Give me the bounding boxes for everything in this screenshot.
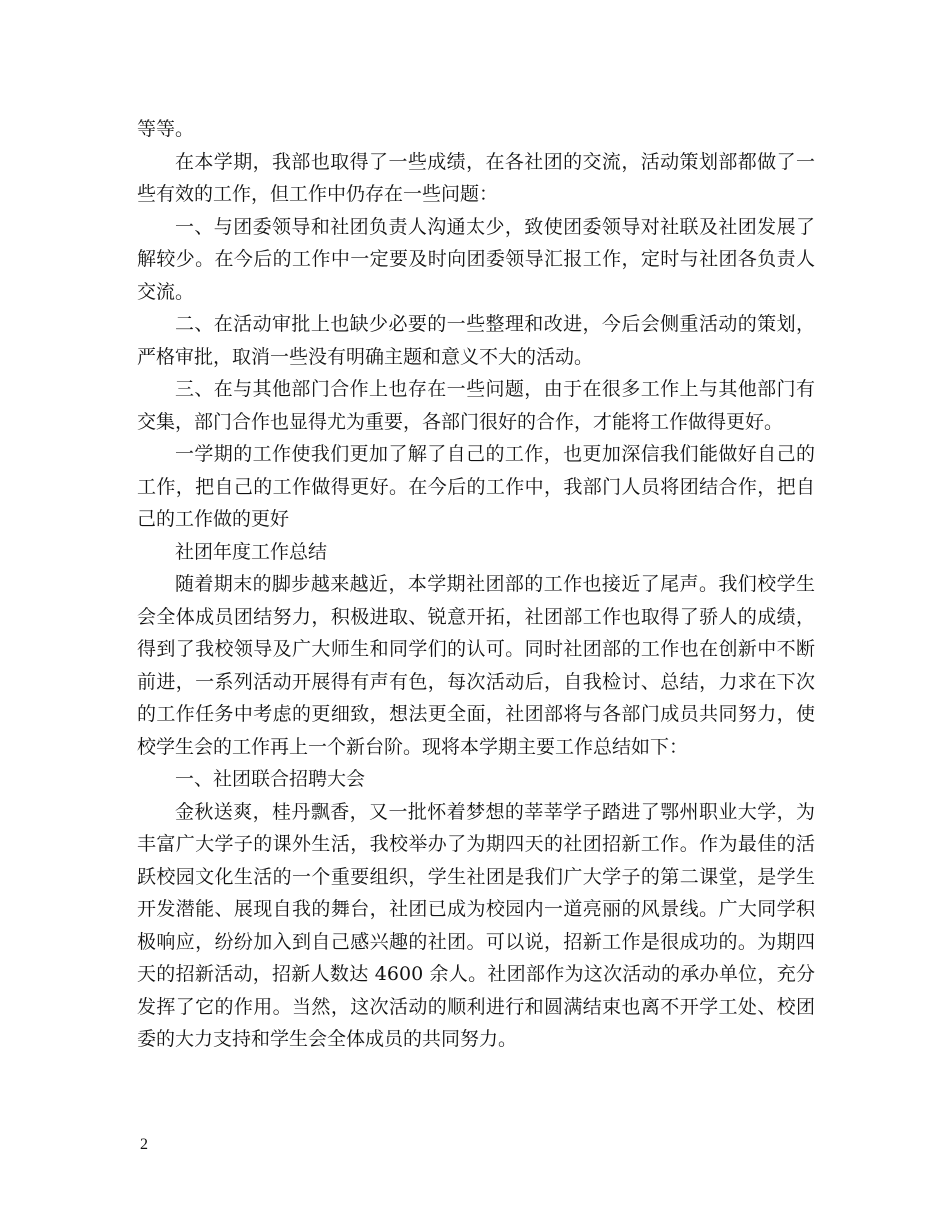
paragraph-3: 一、与团委领导和社团负责人沟通太少，致使团委领导对社联及社团发展了解较少。在今后的工作中一定要及时向团委领导汇报工作，定时与社团各负责人交流。 <box>137 215 815 303</box>
paragraph-6: 一学期的工作使我们更加了解了自己的工作，也更加深信我们能做好自己的工作，把自己的工作做得更好。在今后的工作中，我部门人员将团结合作，把自己的工作做的更好 <box>137 443 815 530</box>
paragraph-2: 在本学期，我部也取得了一些成绩，在各社团的交流，活动策划部都做了一些有效的工作，但工作中仍存在一些问题： <box>137 150 815 205</box>
paragraph-10: 金秋送爽，桂丹飘香，又一批怀着梦想的莘莘学子踏进了鄂州职业大学，为丰富广大学子的课外生活，我校举办了为期四天的社团招新工作。作为最佳的活跃校园文化生活的一个重要组织，学生社团是我们广大学子的第二课堂，是学生开发潜能、展现自我的舞台，社团已成为校园内一道亮丽的风景线。广大同学积极响应，纷纷加入到自己感兴趣的社团。可以说，招新工作是很成功的。为期四天的招新活动，招新人数达 4600 余人。社团部作为这次活动的承办单位，充分发挥了它的作用。当然，这次活动的顺利进行和圆满结束也离不开学工处、校团委的大力支持和学生会全体成员的共同努力。 <box>137 800 815 1050</box>
section-heading: 社团年度工作总结 <box>175 540 328 563</box>
document-body <box>137 113 815 1056</box>
page-number: 2 <box>140 1136 148 1153</box>
paragraph-5: 三、在与其他部门合作上也存在一些问题，由于在很多工作上与其他部门有交集，部门合作也显得尤为重要，各部门很好的合作，才能将工作做得更好。 <box>137 378 815 433</box>
paragraph-8: 随着期末的脚步越来越近，本学期社团部的工作也接近了尾声。我们校学生会全体成员团结努力，积极进取、锐意开拓，社团部工作也取得了骄人的成绩，得到了我校领导及广大师生和同学们的认可。同时社团部的工作也在创新中不断前进，一系列活动开展得有声有色，每次活动后，自我检讨、总结，力求在下次的工作任务中考虑的更细致，想法更全面，社团部将与各部门成员共同努力，使校学生会的工作再上一个新台阶。现将本学期主要工作总结如下： <box>137 573 815 758</box>
subsection-heading: 一、社团联合招聘大会 <box>175 768 366 790</box>
paragraph-4: 二、在活动审批上也缺少必要的一些整理和改进，今后会侧重活动的策划，严格审批，取消一些没有明确主题和意义不大的活动。 <box>137 313 815 368</box>
paragraph-1: 等等。 <box>137 118 195 140</box>
